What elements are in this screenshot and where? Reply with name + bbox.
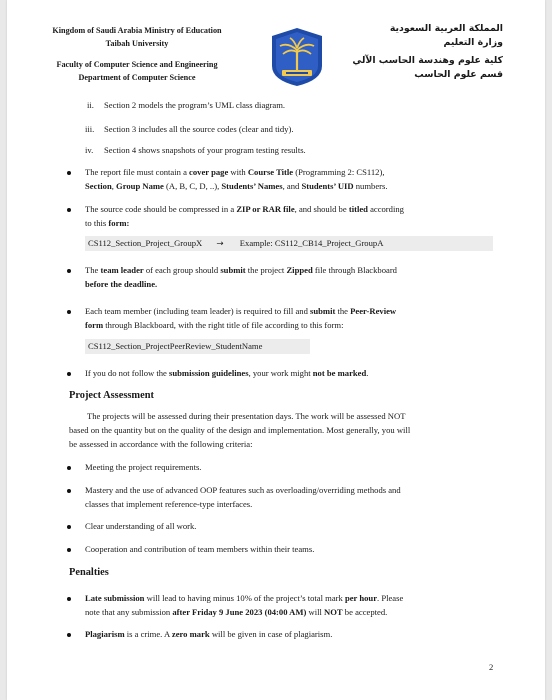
bullet-dot — [67, 466, 71, 470]
header-arabic — [313, 22, 503, 82]
header-department: Department of Computer Science — [78, 73, 196, 82]
criteria-1: Meeting the project requirements. — [85, 462, 202, 472]
list-item-section4: Section 4 shows snapshots of your program testing results. — [104, 145, 306, 155]
criteria-3: Clear understanding of all work. — [85, 521, 197, 531]
header-ar-ministry: وزارة التعليم — [443, 37, 503, 48]
leader-line-2: before the deadline. — [85, 279, 158, 289]
bullet-dot — [67, 597, 71, 601]
penalties-heading: Penalties — [69, 567, 109, 578]
header-ar-department: قسم علوم الحاسب — [414, 69, 503, 80]
header-ministry: Kingdom of Saudi Arabia Ministry of Education — [52, 26, 222, 35]
document-page — [7, 0, 545, 700]
header-english — [37, 24, 237, 84]
report-line-2: Section, Group Name (A, B, C, D, ..), Students’ Names, and Students’ UID numbers. — [85, 181, 388, 191]
bullet-dot — [67, 310, 71, 314]
late-submission-line-1: Late submission will lead to having minus 10% of the project’s total mark per hour. Please — [85, 593, 404, 603]
header-ar-faculty: كلية علوم وهندسة الحاسب الآلي — [352, 55, 503, 66]
late-submission-line-2: note that any submission after Friday 9 June 2023 (04:00 AM) will NOT be accepted. — [85, 607, 388, 617]
list-num-iii: iii. — [85, 124, 95, 134]
header-ar-kingdom: المملكة العربية السعودية — [389, 23, 503, 34]
bullet-dot — [67, 525, 71, 529]
bullet-dot — [67, 489, 71, 493]
list-num-iv: iv. — [85, 145, 94, 155]
plagiarism-line: Plagiarism is a crime. A zero mark will be given in case of plagiarism. — [85, 629, 333, 639]
assessment-para-3: be assessed in accordance with the following criteria: — [69, 439, 253, 449]
header-faculty: Faculty of Computer Science and Engineering — [56, 60, 218, 69]
bullet-dot — [67, 171, 71, 175]
list-num-ii: ii. — [87, 100, 94, 110]
criteria-4: Cooperation and contribution of team members within their teams. — [85, 544, 315, 554]
zip-naming-format — [85, 236, 493, 251]
bullet-dot — [67, 548, 71, 552]
peer-line-2: form through Blackboard, with the right title of file according to this form: — [85, 320, 344, 330]
header-university: Taibah University — [105, 39, 169, 48]
peer-review-naming-format: CS112_Section_ProjectPeerReview_StudentName — [85, 339, 310, 354]
guidelines-line: If you do not follow the submission guidelines, your work might not be marked. — [85, 368, 369, 378]
bullet-dot — [67, 372, 71, 376]
bullet-dot — [67, 269, 71, 273]
peer-line-1: Each team member (including team leader) is required to fill and submit the Peer-Review — [85, 306, 397, 316]
bullet-dot — [67, 208, 71, 212]
leader-line-1: The team leader of each group should submit the project Zipped file through Blackboard — [85, 265, 397, 275]
zip-format-example: Example: CS112_CB14_Project_GroupA — [239, 238, 384, 248]
zip-format-template: CS112_Section_Project_GroupX — [88, 238, 203, 248]
zip-line-1: The source code should be compressed in a ZIP or RAR file, and should be titled according — [85, 204, 404, 214]
assessment-para-2: based on the quantity but on the quality of the design and implementation. Most generally, you will — [69, 425, 411, 435]
report-line-1: The report file must contain a cover page with Course Title (Programming 2: CS112), — [85, 167, 385, 177]
arrow-right-icon: → — [216, 239, 224, 249]
criteria-2-line-1: Mastery and the use of advanced OOP features such as overloading/overriding methods and — [85, 485, 401, 495]
zip-line-2: to this form: — [85, 218, 130, 228]
criteria-2-line-2: classes that implement reference-type interfaces. — [85, 499, 253, 509]
assessment-heading: Project Assessment — [69, 390, 154, 401]
bullet-dot — [67, 633, 71, 637]
assessment-para-1: The projects will be assessed during their presentation days. The work will be assessed NOT — [87, 411, 406, 421]
list-item-section3: Section 3 includes all the source codes (clear and tidy). — [104, 124, 294, 134]
list-item-section2: Section 2 models the program’s UML class diagram. — [104, 100, 286, 110]
page-number: 2 — [489, 662, 494, 672]
